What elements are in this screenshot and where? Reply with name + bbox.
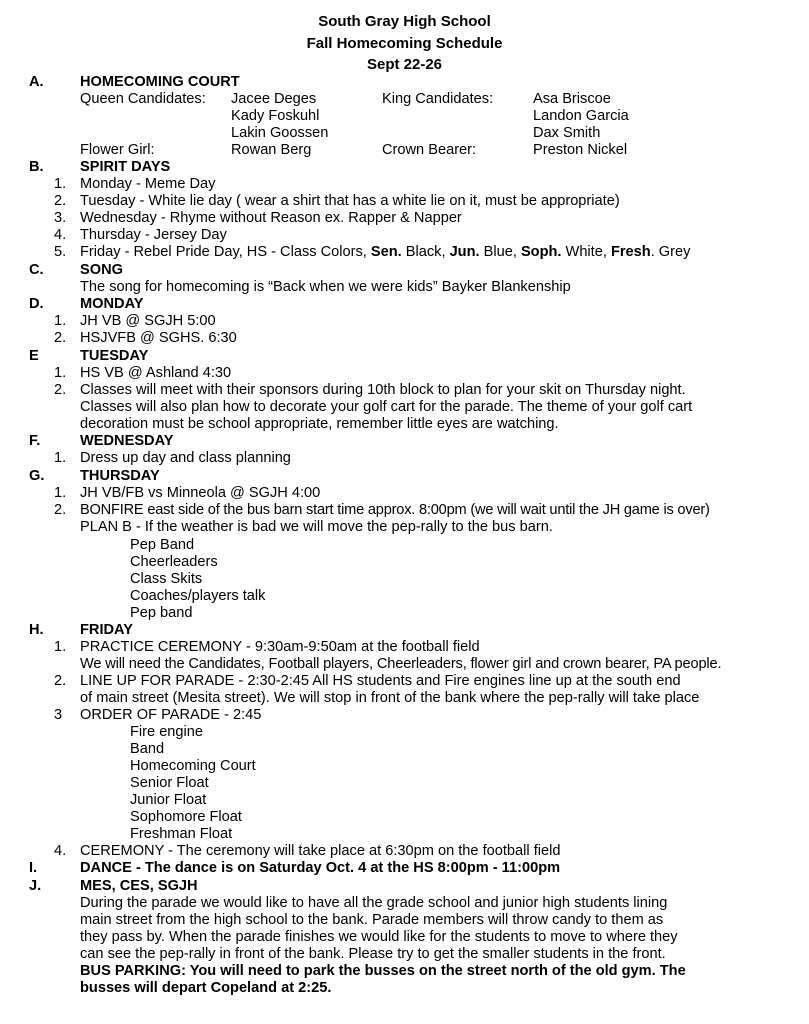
list-number: 1. [54,365,67,381]
queen-candidate: Jacee Deges [231,91,317,107]
pep-rally-item: Pep band [130,605,193,621]
monday-item: HSJVFB @ SGHS. 6:30 [80,330,237,346]
section-heading-spirit-days: SPIRIT DAYS [80,159,171,175]
crown-bearer-name: Preston Nickel [533,142,628,158]
wednesday-item: Dress up day and class planning [80,450,291,466]
pep-rally-item: Coaches/players talk [130,588,266,604]
section-heading-thursday: THURSDAY [80,468,160,484]
section-heading-song: SONG [80,262,123,278]
monday-item: JH VB @ SGJH 5:00 [80,313,216,329]
paragraph-line: main street from the high school to the bank. Parade members will throw candy to them as [80,912,664,928]
document-title: Fall Homecoming Schedule [306,35,503,52]
friday-item-line: We will need the Candidates, Football players, Cheerleaders, flower girl and crown bearer, PA people. [80,656,722,672]
section-letter-a: A. [29,74,44,90]
list-number: 4. [54,843,67,859]
section-letter-h: H. [29,622,44,638]
pep-rally-item: Cheerleaders [130,554,218,570]
section-heading-friday: FRIDAY [80,622,133,638]
section-heading-monday: MONDAY [80,296,144,312]
list-number: 1. [54,639,67,655]
queen-candidates-label: Queen Candidates: [80,91,206,107]
list-number: 5. [54,244,67,260]
section-letter-f: F. [29,433,41,449]
king-candidate: Landon Garcia [533,108,629,124]
date-range: Sept 22-26 [366,56,443,73]
friday-item-line: LINE UP FOR PARADE - 2:30-2:45 All HS students and Fire engines line up at the south end [80,673,681,689]
list-number: 2. [54,673,67,689]
parade-item: Junior Float [130,792,207,808]
list-number: 2. [54,330,67,346]
pep-rally-item: Class Skits [130,571,203,587]
paragraph-line: can see the pep-rally in front of the bank. Please try to get the smaller students in the front. [80,946,666,962]
king-candidate: Asa Briscoe [533,91,611,107]
song-text: The song for homecoming is “Back when we were kids” Bayker Blankenship [80,279,571,295]
list-number: 1. [54,450,67,466]
section-letter-j: J. [29,878,42,894]
paragraph-line: During the parade we would like to have all the grade school and junior high students lining [80,895,668,911]
parade-item: Sophomore Float [130,809,242,825]
section-heading-mes-ces-sgjh: MES, CES, SGJH [80,878,198,894]
parade-item: Fire engine [130,724,204,740]
section-letter-i: I. [29,860,38,876]
spirit-day-item: Monday - Meme Day [80,176,216,192]
list-number: 2. [54,193,67,209]
queen-candidate: Lakin Goossen [231,125,329,141]
section-heading-homecoming-court: HOMECOMING COURT [80,74,240,90]
bus-parking-line: busses will depart Copeland at 2:25. [80,980,332,996]
section-heading-wednesday: WEDNESDAY [80,433,174,449]
crown-bearer-label: Crown Bearer: [382,142,477,158]
pep-rally-item: Pep Band [130,537,195,553]
tuesday-item: HS VB @ Ashland 4:30 [80,365,232,381]
tuesday-item-line: Classes will meet with their sponsors during 10th block to plan for your skit on Thursday night. [80,382,686,398]
spirit-day-item-friday: Friday - Rebel Pride Day, HS - Class Colors, Sen. Black, Jun. Blue, Soph. White, Fresh. Grey [80,244,691,260]
list-number: 4. [54,227,67,243]
friday-item-line: PRACTICE CEREMONY - 9:30am-9:50am at the football field [80,639,480,655]
section-letter-c: C. [29,262,44,278]
section-heading-dance: DANCE - The dance is on Saturday Oct. 4 at the HS 8:00pm - 11:00pm [80,860,561,876]
section-letter-g: G. [29,468,45,484]
list-number: 2. [54,382,67,398]
tuesday-item-line: Classes will also plan how to decorate your golf cart for the parade. The theme of your golf cart [80,399,693,415]
bus-parking-line: BUS PARKING: You will need to park the busses on the street north of the old gym. The [80,963,686,979]
section-heading-tuesday: TUESDAY [80,348,149,364]
queen-candidate: Kady Foskuhl [231,108,320,124]
friday-item-ceremony: CEREMONY - The ceremony will take place at 6:30pm on the football field [80,843,561,859]
list-number: 3. [54,210,67,226]
king-candidates-label: King Candidates: [382,91,494,107]
list-number: 1. [54,176,67,192]
friday-item-line: of main street (Mesita street). We will stop in front of the bank where the pep-rally will take place [80,690,700,706]
parade-item: Freshman Float [130,826,233,842]
school-name: South Gray High School [318,13,491,30]
thursday-item-bonfire: BONFIRE east side of the bus barn start time approx. 8:00pm (we will wait until the JH game is over) [80,502,710,518]
list-number: 2. [54,502,67,518]
friday-item-parade-order: ORDER OF PARADE - 2:45 [80,707,262,723]
parade-item: Band [130,741,165,757]
tuesday-item-line: decoration must be school appropriate, remember little eyes are watching. [80,416,559,432]
thursday-plan-b: PLAN B - If the weather is bad we will move the pep-rally to the bus barn. [80,519,553,535]
king-candidate: Dax Smith [533,125,601,141]
flower-girl-name: Rowan Berg [231,142,312,158]
spirit-day-item: Tuesday - White lie day ( wear a shirt that has a white lie on it, must be appropriate) [80,193,620,209]
section-letter-b: B. [29,159,44,175]
list-number: 3 [54,707,63,723]
section-letter-d: D. [29,296,44,312]
parade-item: Senior Float [130,775,209,791]
parade-item: Homecoming Court [130,758,256,774]
list-number: 1. [54,313,67,329]
list-number: 1. [54,485,67,501]
section-letter-e: E [29,348,39,364]
spirit-day-item: Thursday - Jersey Day [80,227,227,243]
thursday-item: JH VB/FB vs Minneola @ SGJH 4:00 [80,485,321,501]
flower-girl-label: Flower Girl: [80,142,155,158]
spirit-day-item: Wednesday - Rhyme without Reason ex. Rapper & Napper [80,210,462,226]
paragraph-line: they pass by. When the parade finishes we would like for the students to move to where they [80,929,678,945]
